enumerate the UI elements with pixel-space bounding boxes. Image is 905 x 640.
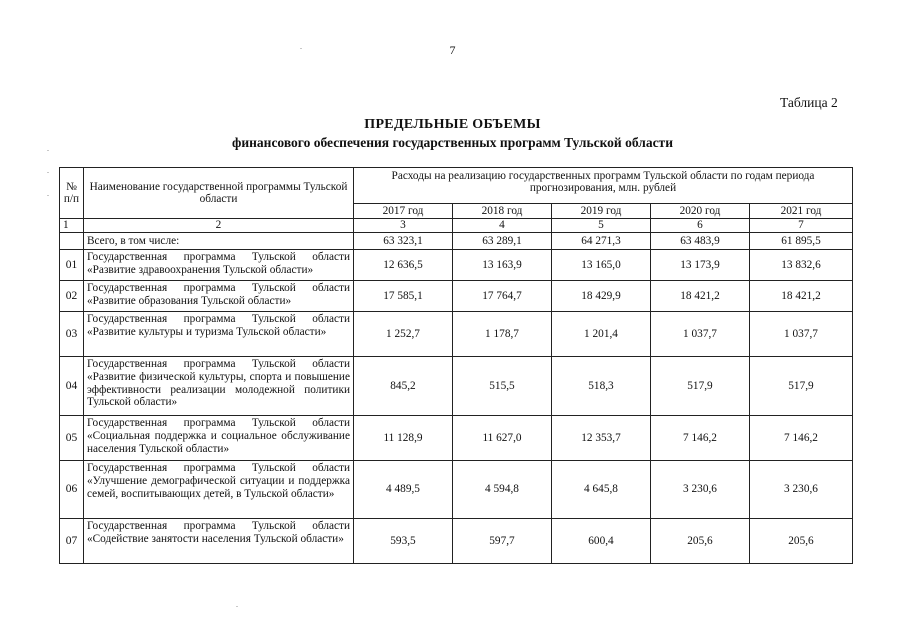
scan-speck xyxy=(236,606,238,607)
row-value: 4 594,8 xyxy=(453,461,552,519)
row-value: 515,5 xyxy=(453,357,552,416)
header-program-name: Наименование государственной программы Тульской области xyxy=(84,168,354,219)
row-value: 11 128,9 xyxy=(354,416,453,461)
table-row xyxy=(60,461,853,519)
row-value: 600,4 xyxy=(552,519,651,564)
row-value: 518,3 xyxy=(552,357,651,416)
scan-speck xyxy=(47,195,49,196)
total-value: 61 895,5 xyxy=(750,233,853,250)
row-num: 03 xyxy=(60,312,84,357)
row-num: 01 xyxy=(60,250,84,281)
scan-speck xyxy=(47,150,49,151)
table-row xyxy=(60,519,853,564)
total-value: 63 289,1 xyxy=(453,233,552,250)
row-value: 18 429,9 xyxy=(552,281,651,312)
document-subtitle: финансового обеспечения государственных программ Тульской области xyxy=(232,135,673,150)
row-value: 7 146,2 xyxy=(651,416,750,461)
total-value: 63 323,1 xyxy=(354,233,453,250)
row-value: 597,7 xyxy=(453,519,552,564)
row-value: 3 230,6 xyxy=(750,461,853,519)
row-value: 13 163,9 xyxy=(453,250,552,281)
row-value: 3 230,6 xyxy=(651,461,750,519)
row-value: 4 645,8 xyxy=(552,461,651,519)
row-value: 7 146,2 xyxy=(750,416,853,461)
row-value: 12 636,5 xyxy=(354,250,453,281)
total-num xyxy=(60,233,84,250)
row-program-name: Государственная программа Тульской области «Развитие образования Тульской области» xyxy=(84,281,354,312)
row-value: 845,2 xyxy=(354,357,453,416)
row-num: 06 xyxy=(60,461,84,519)
row-value: 17 585,1 xyxy=(354,281,453,312)
row-value: 11 627,0 xyxy=(453,416,552,461)
row-value: 517,9 xyxy=(750,357,853,416)
row-value: 13 173,9 xyxy=(651,250,750,281)
document-title: ПРЕДЕЛЬНЫЕ ОБЪЕМЫ xyxy=(364,117,541,132)
row-value: 205,6 xyxy=(750,519,853,564)
row-num: 05 xyxy=(60,416,84,461)
column-number: 4 xyxy=(453,219,552,233)
table-row xyxy=(60,281,853,312)
row-num: 02 xyxy=(60,281,84,312)
page-number: 7 xyxy=(449,43,456,57)
scan-speck xyxy=(47,172,49,173)
budget-table xyxy=(59,167,853,564)
table-row xyxy=(60,357,853,416)
row-value: 18 421,2 xyxy=(651,281,750,312)
table-row xyxy=(60,250,853,281)
header-expenses: Расходы на реализацию государственных программ Тульской области по годам периода прогнозирования, млн. рублей xyxy=(354,168,853,204)
total-label: Всего, в том числе: xyxy=(84,233,354,250)
row-program-name: Государственная программа Тульской области «Развитие культуры и туризма Тульской области» xyxy=(84,312,354,357)
header-year: 2017 год xyxy=(354,204,453,219)
column-number: 3 xyxy=(354,219,453,233)
row-program-name: Государственная программа Тульской области «Содействие занятости населения Тульской области» xyxy=(84,519,354,564)
row-program-name: Государственная программа Тульской области «Развитие здравоохранения Тульской области» xyxy=(84,250,354,281)
table-label: Таблица 2 xyxy=(780,95,838,110)
row-program-name: Государственная программа Тульской области «Социальная поддержка и социальное обслуживание населения Тульской области» xyxy=(84,416,354,461)
row-value: 205,6 xyxy=(651,519,750,564)
row-value: 1 252,7 xyxy=(354,312,453,357)
total-value: 63 483,9 xyxy=(651,233,750,250)
header-year: 2020 год xyxy=(651,204,750,219)
header-year: 2021 год xyxy=(750,204,853,219)
row-program-name: Государственная программа Тульской области «Улучшение демографической ситуации и поддержка семей, воспитывающих детей, в Тульской области» xyxy=(84,461,354,519)
column-number: 7 xyxy=(750,219,853,233)
table-numbering-row xyxy=(60,219,853,233)
row-value: 1 178,7 xyxy=(453,312,552,357)
row-value: 1 037,7 xyxy=(750,312,853,357)
row-value: 1 037,7 xyxy=(651,312,750,357)
row-value: 1 201,4 xyxy=(552,312,651,357)
header-num: № п/п xyxy=(60,168,84,219)
row-value: 18 421,2 xyxy=(750,281,853,312)
column-number: 2 xyxy=(84,219,354,233)
scan-speck xyxy=(300,48,302,49)
row-value: 12 353,7 xyxy=(552,416,651,461)
row-value: 13 165,0 xyxy=(552,250,651,281)
table-row xyxy=(60,312,853,357)
row-value: 13 832,6 xyxy=(750,250,853,281)
total-value: 64 271,3 xyxy=(552,233,651,250)
table-row xyxy=(60,416,853,461)
column-number: 1 xyxy=(60,219,84,233)
row-value: 17 764,7 xyxy=(453,281,552,312)
row-value: 593,5 xyxy=(354,519,453,564)
row-num: 04 xyxy=(60,357,84,416)
row-program-name: Государственная программа Тульской области «Развитие физической культуры, спорта и повышение эффективности реализации молодежной политики Тульской области» xyxy=(84,357,354,416)
column-number: 6 xyxy=(651,219,750,233)
row-value: 517,9 xyxy=(651,357,750,416)
header-year: 2018 год xyxy=(453,204,552,219)
header-year: 2019 год xyxy=(552,204,651,219)
column-number: 5 xyxy=(552,219,651,233)
row-num: 07 xyxy=(60,519,84,564)
table-header-row xyxy=(60,168,853,204)
table-total-row xyxy=(60,233,853,250)
row-value: 4 489,5 xyxy=(354,461,453,519)
